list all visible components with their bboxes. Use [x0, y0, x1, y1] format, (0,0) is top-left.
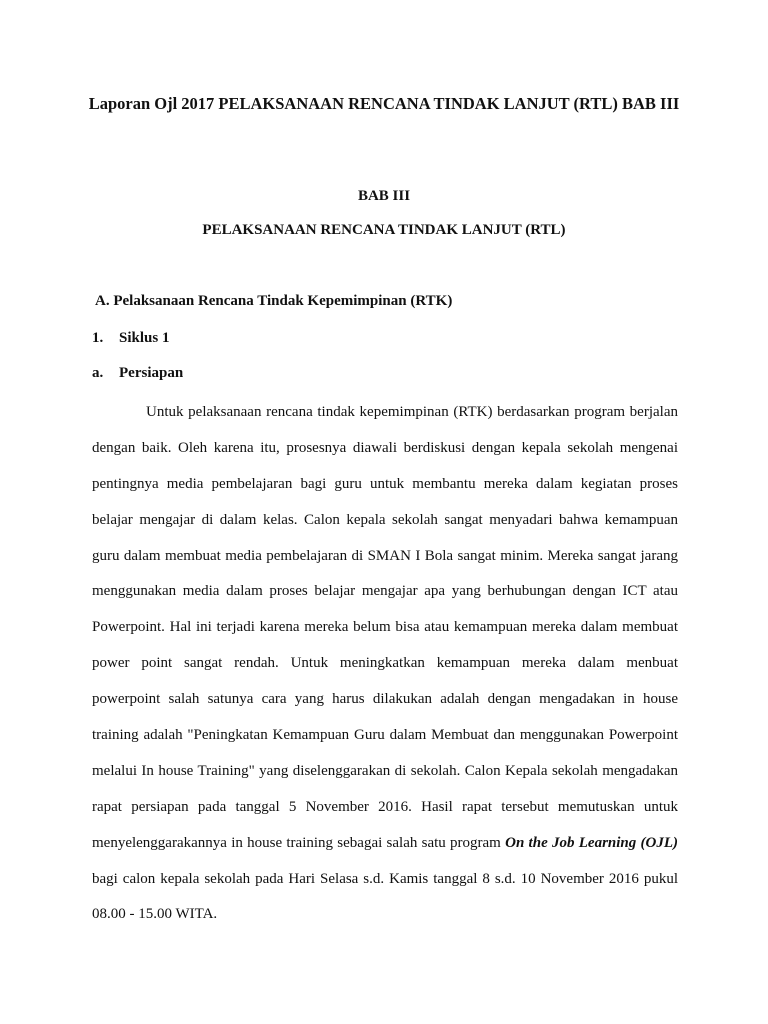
paragraph-line: belajar mengajar di dalam kelas. Calon kepala sekolah sangat menyadari bahwa kemampuan: [92, 511, 678, 528]
section-heading-a: [95, 291, 452, 311]
paragraph-line: bagi calon kepala sekolah pada Hari Selasa s.d. Kamis tanggal 8 s.d. 10 November 2016 pukul: [92, 870, 678, 887]
paragraph-line: Untuk pelaksanaan rencana tindak kepemimpinan (RTK) berdasarkan program berjalan: [146, 404, 678, 420]
paragraph-text: menyelenggarakannya in house training sebagai salah satu program: [92, 834, 506, 851]
paragraph-line: Powerpoint. Hal ini terjadi karena mereka belum bisa atau kemampuan mereka dalam membuat: [92, 619, 678, 636]
section-marker: A.: [95, 293, 110, 309]
subsection-marker: 1.: [92, 330, 104, 346]
body-paragraph: [92, 395, 678, 933]
paragraph-line: power point sangat rendah. Untuk meningkatkan kemampuan mereka dalam menbuat: [92, 655, 678, 672]
section-label: Pelaksanaan Rencana Tindak Kepemimpinan (RTK): [113, 293, 453, 309]
chapter-title: PELAKSANAAN RENCANA TINDAK LANJUT (RTL): [202, 222, 566, 238]
paragraph-line: guru dalam membuat media pembelajaran di SMAN I Bola sangat minim. Mereka sangat jarang: [92, 547, 678, 564]
paragraph-line: melalui In house Training" yang diselenggarakan di sekolah. Calon Kepala sekolah mengadakan: [92, 762, 678, 779]
paragraph-line-with-emphasis: [92, 826, 678, 862]
paragraph-line: dengan baik. Oleh karena itu, prosesnya diawali berdiskusi dengan kepala sekolah mengenai: [92, 439, 678, 456]
chapter-heading: BAB III: [357, 188, 411, 204]
subsection-heading-1: [92, 328, 169, 348]
paragraph-line: powerpoint salah satunya cara yang harus dilakukan adalah dengan mengadakan in house: [92, 691, 678, 708]
paragraph-line: 08.00 - 15.00 WITA.: [92, 906, 218, 923]
subsection-marker: a.: [92, 365, 104, 381]
paragraph-line: menggunakan media dalam proses belajar mengajar apa yang berhubungan dengan ICT atau: [92, 583, 678, 600]
subsection-label: Siklus 1: [119, 330, 170, 346]
paragraph-line: rapat persiapan pada tanggal 5 November 2016. Hasil rapat tersebut memutuskan untuk: [92, 798, 678, 815]
subsection-label: Persiapan: [119, 365, 184, 381]
paragraph-line: training adalah "Peningkatan Kemampuan Guru dalam Membuat dan menggunakan Powerpoint: [92, 727, 678, 744]
paragraph-line: pentingnya media pembelajaran bagi guru untuk membantu mereka dalam kegiatan proses: [92, 475, 678, 492]
ojl-emphasis: On the Job Learning (OJL): [505, 834, 679, 851]
document-title: Laporan Ojl 2017 PELAKSANAAN RENCANA TINDAK LANJUT (RTL) BAB III: [88, 94, 680, 113]
subsection-heading-a: [92, 363, 183, 383]
